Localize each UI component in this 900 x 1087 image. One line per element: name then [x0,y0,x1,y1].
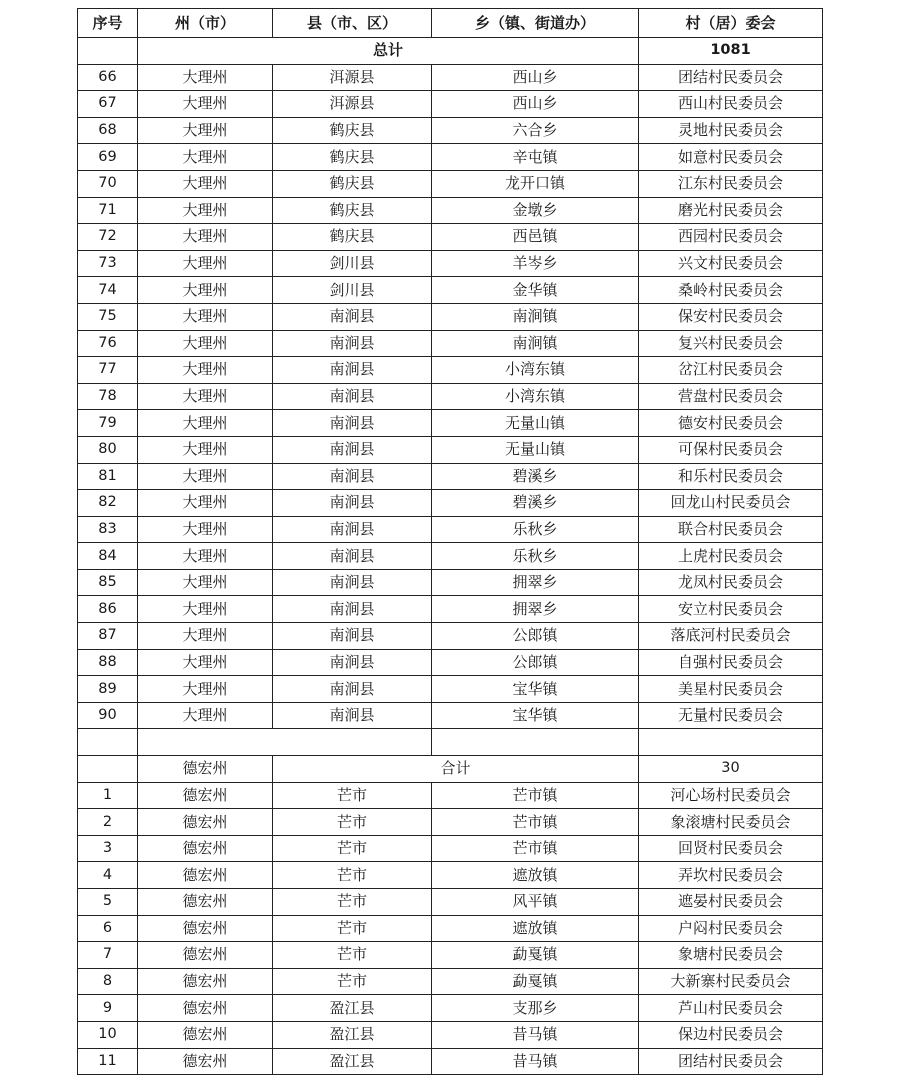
cell-prefecture: 德宏州 [138,809,273,836]
cell-serial: 7 [78,942,138,969]
table-row [78,676,823,703]
cell-prefecture: 大理州 [138,543,273,570]
cell-township: 羊岑乡 [432,250,639,277]
cell-county: 南涧县 [273,649,432,676]
cell-village-committee: 团结村民委员会 [639,1048,823,1075]
cell-village-committee: 如意村民委员会 [639,144,823,171]
table-row [78,330,823,357]
cell-county: 芒市 [273,862,432,889]
cell-prefecture: 德宏州 [138,862,273,889]
cell-serial: 88 [78,649,138,676]
cell-prefecture: 德宏州 [138,889,273,916]
blank-cell [432,729,639,756]
cell-township: 乐秋乡 [432,543,639,570]
blank-cell [138,729,432,756]
table-row [78,782,823,809]
table-row [78,144,823,171]
cell-township: 碧溪乡 [432,463,639,490]
cell-prefecture: 大理州 [138,277,273,304]
header-serial: 序号 [78,9,138,38]
cell-prefecture: 大理州 [138,197,273,224]
cell-township: 金华镇 [432,277,639,304]
cell-village-committee: 西园村民委员会 [639,224,823,251]
table-row [78,436,823,463]
cell-village-committee: 保边村民委员会 [639,1021,823,1048]
cell-county: 南涧县 [273,330,432,357]
cell-serial: 6 [78,915,138,942]
cell-prefecture: 大理州 [138,330,273,357]
cell-serial: 78 [78,383,138,410]
cell-county: 鹤庆县 [273,117,432,144]
cell-prefecture: 德宏州 [138,1048,273,1075]
cell-township: 公郎镇 [432,649,639,676]
subtotal-blank [78,756,138,783]
subtotal-prefecture: 德宏州 [138,756,273,783]
table-row [78,303,823,330]
cell-prefecture: 德宏州 [138,915,273,942]
cell-village-committee: 象塘村民委员会 [639,942,823,969]
cell-village-committee: 户闷村民委员会 [639,915,823,942]
cell-county: 芒市 [273,809,432,836]
cell-county: 南涧县 [273,490,432,517]
cell-township: 无量山镇 [432,410,639,437]
cell-prefecture: 德宏州 [138,995,273,1022]
cell-township: 宝华镇 [432,702,639,729]
cell-village-committee: 自强村民委员会 [639,649,823,676]
cell-prefecture: 大理州 [138,463,273,490]
cell-county: 芒市 [273,889,432,916]
table-body [78,38,823,1075]
cell-serial: 79 [78,410,138,437]
table-row [78,623,823,650]
header-township: 乡（镇、街道办） [432,9,639,38]
table-row [78,91,823,118]
cell-village-committee: 上虎村民委员会 [639,543,823,570]
cell-prefecture: 大理州 [138,623,273,650]
cell-county: 洱源县 [273,91,432,118]
cell-prefecture: 大理州 [138,410,273,437]
cell-village-committee: 安立村民委员会 [639,596,823,623]
header-prefecture: 州（市） [138,9,273,38]
cell-county: 南涧县 [273,383,432,410]
cell-serial: 4 [78,862,138,889]
cell-serial: 77 [78,357,138,384]
cell-prefecture: 大理州 [138,490,273,517]
cell-village-committee: 遮晏村民委员会 [639,889,823,916]
cell-county: 南涧县 [273,596,432,623]
cell-village-committee: 兴文村民委员会 [639,250,823,277]
cell-village-committee: 桑岭村民委员会 [639,277,823,304]
cell-township: 碧溪乡 [432,490,639,517]
cell-county: 南涧县 [273,569,432,596]
blank-separator-row [78,729,823,756]
cell-county: 芒市 [273,968,432,995]
cell-township: 勐戛镇 [432,942,639,969]
cell-prefecture: 德宏州 [138,942,273,969]
cell-serial: 90 [78,702,138,729]
cell-county: 南涧县 [273,357,432,384]
cell-village-committee: 联合村民委员会 [639,516,823,543]
table-row [78,1021,823,1048]
cell-serial: 87 [78,623,138,650]
cell-serial: 3 [78,835,138,862]
table-row [78,410,823,437]
cell-county: 芒市 [273,835,432,862]
subtotal-value: 30 [639,756,823,783]
cell-serial: 70 [78,170,138,197]
cell-village-committee: 回贤村民委员会 [639,835,823,862]
cell-serial: 80 [78,436,138,463]
cell-prefecture: 大理州 [138,702,273,729]
table-row [78,170,823,197]
cell-prefecture: 大理州 [138,596,273,623]
table-row [78,516,823,543]
table-row [78,995,823,1022]
table-row [78,596,823,623]
blank-cell [78,729,138,756]
cell-serial: 71 [78,197,138,224]
cell-prefecture: 德宏州 [138,1021,273,1048]
village-committee-table [77,8,823,1075]
cell-serial: 9 [78,995,138,1022]
cell-township: 小湾东镇 [432,357,639,384]
cell-prefecture: 大理州 [138,649,273,676]
cell-serial: 2 [78,809,138,836]
cell-prefecture: 大理州 [138,303,273,330]
table-header-row [78,9,823,38]
cell-county: 芒市 [273,782,432,809]
cell-village-committee: 河心场村民委员会 [639,782,823,809]
cell-county: 鹤庆县 [273,197,432,224]
cell-prefecture: 大理州 [138,170,273,197]
cell-village-committee: 大新寨村民委员会 [639,968,823,995]
table-row [78,835,823,862]
cell-prefecture: 大理州 [138,91,273,118]
cell-township: 宝华镇 [432,676,639,703]
cell-township: 遮放镇 [432,915,639,942]
table-row [78,197,823,224]
table-row [78,569,823,596]
cell-village-committee: 灵地村民委员会 [639,117,823,144]
grand-total-value: 1081 [639,38,823,65]
table-row [78,649,823,676]
cell-county: 洱源县 [273,64,432,91]
table-row [78,224,823,251]
cell-prefecture: 大理州 [138,676,273,703]
cell-prefecture: 大理州 [138,436,273,463]
grand-total-blank [78,38,138,65]
cell-village-committee: 复兴村民委员会 [639,330,823,357]
cell-county: 南涧县 [273,410,432,437]
cell-county: 鹤庆县 [273,144,432,171]
cell-serial: 66 [78,64,138,91]
cell-county: 南涧县 [273,303,432,330]
cell-serial: 89 [78,676,138,703]
table-row [78,1048,823,1075]
cell-village-committee: 磨光村民委员会 [639,197,823,224]
cell-serial: 76 [78,330,138,357]
cell-township: 无量山镇 [432,436,639,463]
header-village-committee: 村（居）委会 [639,9,823,38]
table-row [78,543,823,570]
cell-township: 支那乡 [432,995,639,1022]
cell-serial: 85 [78,569,138,596]
cell-prefecture: 大理州 [138,117,273,144]
cell-serial: 11 [78,1048,138,1075]
table-row [78,862,823,889]
cell-township: 南涧镇 [432,330,639,357]
cell-township: 金墩乡 [432,197,639,224]
cell-prefecture: 大理州 [138,144,273,171]
cell-serial: 68 [78,117,138,144]
table-row [78,889,823,916]
cell-township: 南涧镇 [432,303,639,330]
cell-serial: 5 [78,889,138,916]
header-county: 县（市、区） [273,9,432,38]
cell-township: 西邑镇 [432,224,639,251]
cell-prefecture: 大理州 [138,357,273,384]
cell-village-committee: 和乐村民委员会 [639,463,823,490]
cell-county: 剑川县 [273,277,432,304]
cell-township: 芒市镇 [432,835,639,862]
grand-total-label: 总计 [138,38,639,65]
cell-prefecture: 大理州 [138,64,273,91]
cell-village-committee: 弄坎村民委员会 [639,862,823,889]
cell-village-committee: 象滚塘村民委员会 [639,809,823,836]
cell-county: 盈江县 [273,995,432,1022]
cell-village-committee: 美星村民委员会 [639,676,823,703]
cell-serial: 81 [78,463,138,490]
cell-township: 辛屯镇 [432,144,639,171]
cell-village-committee: 可保村民委员会 [639,436,823,463]
cell-township: 遮放镇 [432,862,639,889]
cell-county: 南涧县 [273,436,432,463]
table-row [78,968,823,995]
cell-serial: 73 [78,250,138,277]
cell-township: 六合乡 [432,117,639,144]
cell-county: 南涧县 [273,676,432,703]
cell-village-committee: 无量村民委员会 [639,702,823,729]
cell-village-committee: 团结村民委员会 [639,64,823,91]
cell-village-committee: 岔江村民委员会 [639,357,823,384]
cell-village-committee: 营盘村民委员会 [639,383,823,410]
table-row [78,702,823,729]
cell-prefecture: 德宏州 [138,835,273,862]
cell-township: 乐秋乡 [432,516,639,543]
cell-prefecture: 德宏州 [138,968,273,995]
cell-serial: 74 [78,277,138,304]
cell-prefecture: 德宏州 [138,782,273,809]
cell-township: 拥翠乡 [432,569,639,596]
cell-village-committee: 江东村民委员会 [639,170,823,197]
table-row [78,64,823,91]
table-row [78,277,823,304]
cell-serial: 10 [78,1021,138,1048]
cell-village-committee: 西山村民委员会 [639,91,823,118]
table-row [78,250,823,277]
cell-prefecture: 大理州 [138,569,273,596]
cell-township: 昔马镇 [432,1048,639,1075]
cell-prefecture: 大理州 [138,224,273,251]
cell-prefecture: 大理州 [138,250,273,277]
cell-village-committee: 回龙山村民委员会 [639,490,823,517]
cell-serial: 72 [78,224,138,251]
cell-serial: 1 [78,782,138,809]
cell-county: 鹤庆县 [273,170,432,197]
cell-township: 风平镇 [432,889,639,916]
cell-township: 芒市镇 [432,809,639,836]
village-list-sheet [77,8,822,1075]
cell-township: 龙开口镇 [432,170,639,197]
table-row [78,463,823,490]
grand-total-row [78,38,823,65]
cell-serial: 69 [78,144,138,171]
cell-serial: 8 [78,968,138,995]
table-row [78,383,823,410]
cell-township: 小湾东镇 [432,383,639,410]
cell-county: 盈江县 [273,1021,432,1048]
cell-township: 昔马镇 [432,1021,639,1048]
cell-serial: 86 [78,596,138,623]
cell-township: 公郎镇 [432,623,639,650]
table-row [78,490,823,517]
cell-county: 芒市 [273,942,432,969]
cell-serial: 75 [78,303,138,330]
dehong-subtotal-row [78,756,823,783]
cell-county: 南涧县 [273,623,432,650]
cell-village-committee: 落底河村民委员会 [639,623,823,650]
cell-township: 西山乡 [432,91,639,118]
cell-township: 勐戛镇 [432,968,639,995]
cell-serial: 67 [78,91,138,118]
cell-county: 南涧县 [273,702,432,729]
cell-township: 西山乡 [432,64,639,91]
cell-prefecture: 大理州 [138,516,273,543]
cell-village-committee: 德安村民委员会 [639,410,823,437]
cell-county: 盈江县 [273,1048,432,1075]
cell-township: 芒市镇 [432,782,639,809]
table-row [78,357,823,384]
blank-cell [639,729,823,756]
cell-county: 鹤庆县 [273,224,432,251]
table-row [78,915,823,942]
cell-county: 南涧县 [273,543,432,570]
cell-serial: 82 [78,490,138,517]
subtotal-label: 合计 [273,756,639,783]
table-row [78,117,823,144]
cell-serial: 83 [78,516,138,543]
cell-township: 拥翠乡 [432,596,639,623]
table-row [78,942,823,969]
cell-prefecture: 大理州 [138,383,273,410]
cell-county: 南涧县 [273,516,432,543]
cell-village-committee: 龙凤村民委员会 [639,569,823,596]
table-row [78,809,823,836]
cell-serial: 84 [78,543,138,570]
cell-county: 芒市 [273,915,432,942]
cell-county: 南涧县 [273,463,432,490]
cell-county: 剑川县 [273,250,432,277]
cell-village-committee: 芦山村民委员会 [639,995,823,1022]
cell-village-committee: 保安村民委员会 [639,303,823,330]
